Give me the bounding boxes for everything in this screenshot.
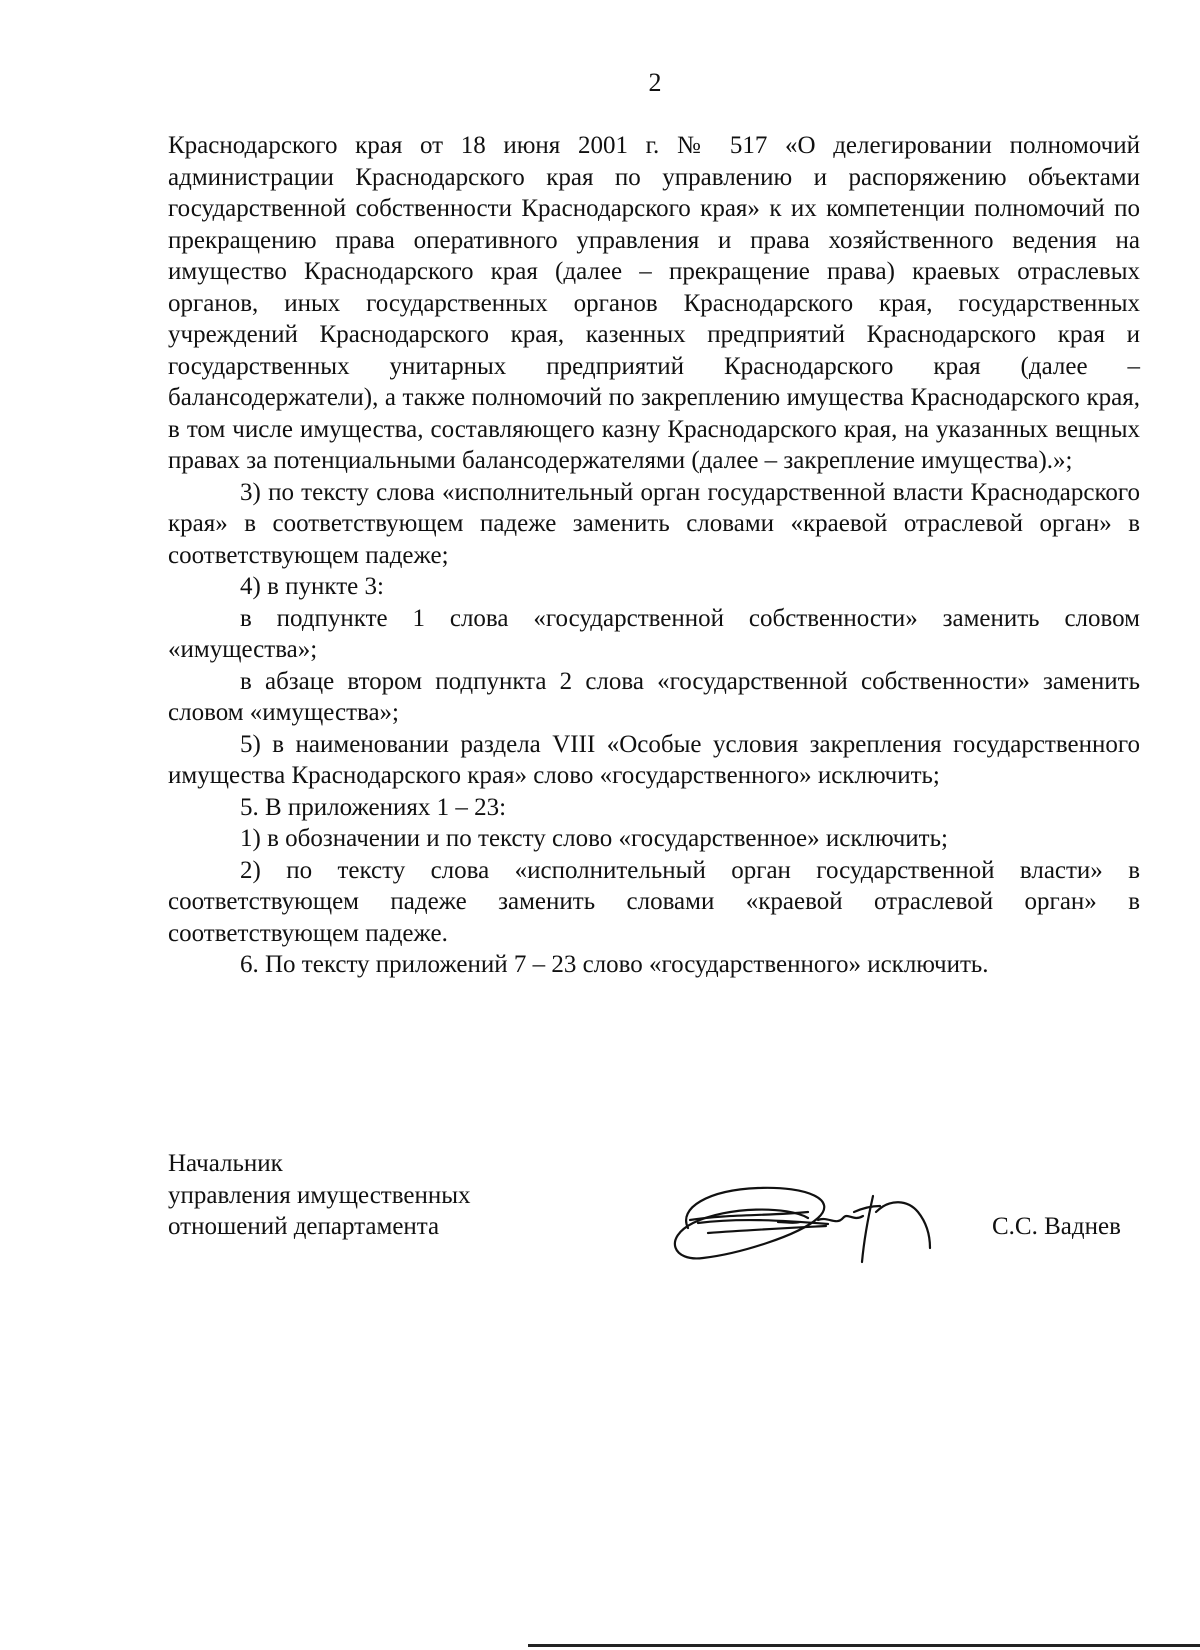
paragraph-section-6: 6. По тексту приложений 7 – 23 слово «государственного» исключить. — [240, 951, 989, 978]
paragraph-section-5: 5. В приложениях 1 – 23: — [240, 793, 507, 821]
paragraph-subitem-2: в абзаце втором подпункта 2 слова «государственной собственности» заменить словом «имущества»; — [168, 667, 1140, 726]
position-line: управления имущественных — [168, 1181, 471, 1209]
position-line: Начальник — [168, 1150, 283, 1177]
position-line: отношений департамента — [168, 1213, 440, 1240]
paragraph-item-3: 3) по тексту слова «исполнительный орган государственной власти Краснодарского края» в соответствующем падеже заменить словами «краевой отраслевой орган» в соответствующем падеже; — [168, 478, 1140, 569]
paragraph-continuation: Краснодарского края от 18 июня 2001 г. № 517 «О делегировании полномочий администрации Краснодарского края по управлению и распоряжению объектами государственной собственности Краснодарского края» к их компетенции полномочий по прекращению права оперативного управления и права хозяйственного ведения на имущество Краснодарского края (далее – прекращение права) краевых отраслевых органов, иных государственных органов Краснодарского края, государственных учреждений Краснодарского края, казенных предприятий Краснодарского края и государственных унитарных предприятий Краснодарского края (далее – балансодержатели), а также полномочий по закреплению имущества Краснодарского края, в том числе имущества, составляющего казну Краснодарского края, на указанных вещных правах за потенциальными балансодержателями (далее – закрепление имущества).»; — [168, 132, 1140, 474]
paragraph-item-5: 5) в наименовании раздела VIII «Особые условия закрепления государственного имущества Краснодарского края» слово «государственного» исключить; — [168, 730, 1140, 789]
signatory-position — [168, 1148, 471, 1243]
paragraph-subitem-1: в подпункте 1 слова «государственной собственности» заменить словом «имущества»; — [168, 604, 1140, 663]
handwritten-signature-icon — [668, 1178, 968, 1268]
signatory-name: С.С. Ваднев — [992, 1213, 1121, 1240]
page-edge-rule — [528, 1644, 1200, 1647]
document-body — [168, 130, 1140, 981]
paragraph-section-5-item-1: 1) в обозначении и по тексту слово «государственное» исключить; — [240, 825, 948, 852]
page-number: 2 — [648, 68, 662, 97]
paragraph-item-4: 4) в пункте 3: — [240, 573, 384, 600]
paragraph-section-5-item-2: 2) по тексту слова «исполнительный орган государственной власти» в соответствующем падеже заменить словами «краевой отраслевой орган» в соответствующем падеже. — [168, 856, 1140, 947]
